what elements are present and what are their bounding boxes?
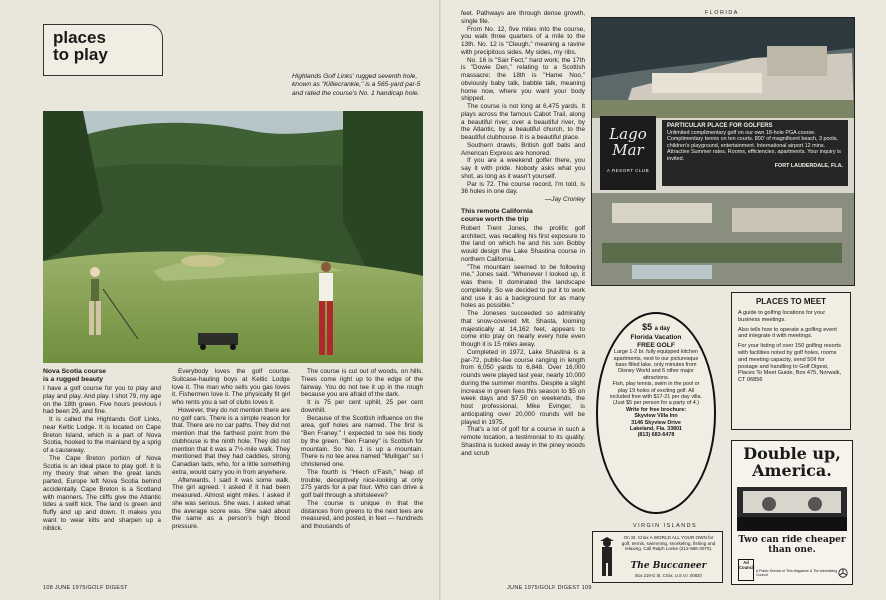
lago-mar-title: PARTICULAR PLACE FOR GOLFERS [667,123,773,129]
paragraph: However, they do not mention there are no golf cars. There is a simple reason for that. There are no car paths. They did not mention that the farthest point from the clubhouse is the ninth hole. They did not mention that it was a 7½-mile walk. They mentioned that they had caddies, strong Canadian lads, who, for a little something extra, would carry you in from anywhere. [172,406,290,476]
places-to-meet-p3: For your listing of over 150 golfing resorts with facilities noted by golf holes, rooms and meeting capacity, send 50¢ for postage and handling to Golf Digest, Places To Meet Guide, Box 475, Norwalk, CT 06856 [738,343,842,384]
mercedes-star-icon [838,568,848,578]
ad-council-footer: A Public Service of This Magazine & The Advertising Council [756,569,838,578]
paragraph: No. 16 is "Sair Fect," hard work; the 17th is "Dowie Den," relating to a Scottish massacre; the 18th is "Hame Noo," obviously baby talk, babble talk, meaning home now, where you want your body shipped. [461,56,585,103]
tagline-line-2: than one. [768,545,816,555]
section-title-line-1: Nova Scotia course [43,368,107,375]
paragraph: The fourth is "Hiech o'Fash," heap of trouble, deceptively nice-looking at only 275 yards for a par four. Who can drive a golf ball through a shirtsleeve? [301,468,423,499]
section-title-line-2: course worth the trip [461,215,529,223]
skyview-price-line [608,322,704,334]
paragraph: The Joneses succeeded so admirably that snow-covered Mt. Shasta, looming majestically at 14,162 feet, appears to come into play on nearly every hole even though it is 15 miles away. [461,310,585,348]
paragraph: If you are a weekend golfer there, you say it with pride. Nobody asks what you shot, as long as it wasn't yourself. [461,157,585,180]
paragraph: feet. Pathways are through dense growth, single file. [461,10,585,25]
skyview-body: Large 1-2 br. fully equipped kitchen apartments, next to our picturesque bass filled lake, only minutes from Disney World and 6 other major attractions. [613,349,699,381]
left-column-2 [172,368,290,531]
headline-line-1: Double up, [743,444,841,463]
paragraph: Par is 72. The course record, I'm told, is 36 holes in one day. [461,180,585,196]
car-photo [737,487,847,531]
virgin-islands-tag: VIRGIN ISLANDS [633,523,698,529]
lago-mar-location: FORT LAUDERDALE, FLA. [774,162,843,169]
heading-line-1: places [53,28,106,47]
skyview-oval [596,312,716,514]
right-page [443,0,886,600]
heading-line-2: to play [53,45,108,64]
left-page [0,0,441,600]
golf-cart [198,333,238,345]
skyview-address-1: 3146 Skyview Drive [631,419,681,426]
right-folio: JUNE 1975/GOLF DIGEST 109 [507,585,592,591]
paragraph: The course is unique in that the distances from greens to the next tees are measured, and posted, in feet — hundreds and thousands of [301,499,423,530]
paragraph: The course is not long at 6,475 yards. It plays across the famous Cabot Trail, along a beautiful river, over a beautiful river, by the Atlantic, by a beautiful church, to the beautiful clubhouse. It is a beautiful place. [461,103,585,141]
ad-council-logo: Ad Council [738,559,754,581]
lago-mar-copy [662,120,848,186]
lago-mar-logo [600,116,656,190]
paragraph: Afterwards, I said it was some walk. The girl agreed. I asked if it had been measured. Almost eight miles. I asked if she was serious. She was. I asked what the average score was. She said about the same as a person's high blood pressure. [172,476,290,530]
skyview-price: $5 [642,322,653,332]
paragraph: It is 75 per cent uphill, 25 per cent downhill. [301,399,423,414]
left-folio: 108 JUNE 1975/GOLF DIGEST [43,585,128,591]
paragraph: It is called the Highlands Golf Links, near Keltic Lodge. It is located on Cape Breton Island, which is a part of Nova Scotia, hooked to the mainland by a sprig of a causeway. [43,416,161,454]
logo-sub: A RESORT CLUB [606,168,650,173]
paragraph: Because of the Scottish influence on the area, golf holes are named. The first is "Ben Franey." I expected to see his body by the green. "Ben Franey" is Scottish for mountain. So No. 1 is up a mountain. There is no tee area named "Mulligan" so I christened one. [301,414,423,468]
pirate-icon [597,536,617,578]
paragraph: I have a golf course for you to play and play and play. And play. I shot 79, my age on the 18th green. Five hours previous I had been 29, and fine. [43,385,161,416]
skyview-title-1: Florida Vacation [630,334,682,341]
places-to-meet-p1: A guide to golfing locations for your business meetings. [738,310,826,323]
resort-aerial-photo [592,18,854,118]
section-title-line-2: is a rugged beauty [43,376,104,383]
left-column-3 [301,368,423,531]
skyview-price-suffix: a day [654,326,670,332]
skyview-title-2: FREE GOLF [637,341,675,349]
paragraph: "The mountain seemed to be following me," Jones said. "Whenever I looked up, it was there. It dominated the landscape completely. So we decided to put it to work and use it as a background for as many holes as possible." [461,263,585,310]
places-to-meet-p2: Also tells how to operate a golfing event and integrate it with meetings. [738,326,837,340]
golf-course-photo [43,111,423,363]
double-up-ad [731,440,853,585]
skyview-address-2: Lakeland, Fla. 33801 [629,426,683,433]
right-column-text-top [461,10,585,457]
headline-line-2: America. [752,461,832,480]
paragraph: The Cape Breton portion of Nova Scotia is an ideal place to play golf. It is my theory that when the great lands parted, Europe left Nova Scotia behind accidentally. Cape Breton is a Scotland with manners. The cliffs give the Atlantic tides a swift kick. The land is green and fluffy and up and down. It makes you want to wear kilts and sharpen up a niblick. [43,454,161,532]
buccaneer-name: The Buccaneer [630,561,707,571]
skyview-ad [592,288,721,538]
left-column-1 [43,368,161,532]
skyview-body-2: Fish, play tennis, swim in the pool or play 19 holes of exciting golf. All included free with $17-21 per day villa. (Just $5 per person for a party of 4.) [610,381,702,407]
places-to-meet-ad [731,292,851,430]
logo-line-2: Mar [612,141,644,159]
places-to-meet-title: PLACES TO MEET [755,297,827,306]
double-up-headline [732,445,852,479]
buccaneer-ad [592,531,723,583]
places-to-play-heading-box [43,24,163,76]
resort-grounds-photo [592,193,854,285]
section-title-nova-scotia [43,368,161,384]
logo-line-1: Lago [609,125,647,143]
florida-tag: FLORIDA [705,10,739,16]
paragraph: Robert Trent Jones, the prolific golf architect, was recalling his first exposure to the land on which he and his son Bobby would design the Lake Shastina course in northern California. [461,224,585,263]
paragraph: Southern drawls, British golf balls and American Express are honored. [461,141,585,157]
byline: —Jay Cronley [544,196,585,203]
paragraph: That's a lot of golf for a course in such a remote location, a testimonial to its quality. Shastina is tucked away in the piney woods and scrub [461,426,585,457]
paragraph: Everybody loves the golf course. Suitcase-hauling boys at Keltic Lodge love it. The man who sells you gas loves it. Fishermen love it. The physically fit girl who rents you a set of clubs loves it. [172,368,290,406]
buccaneer-address: Box 218-G St. Croix, U.S.V.I. 00820 [635,573,702,578]
tagline-line-1: Two can ride cheaper [738,535,846,545]
paragraph: Completed in 1972, Lake Shastina is a par-72, public-fee course ranging in length from 6,050 yards to 6,848. Over 16,000 rounds were played last year, nearly 10,000 during the summer months. Despite a slight increase in green fees this season to $5 on week days and $7.50 on weekends, the host professional, Mike Evinger, is anticipating over 20,000 rounds will be played in 1975. [461,348,585,426]
lago-mar-ad [591,17,855,286]
section-title-california [461,208,585,224]
skyview-name: Skyview Villa Inn [634,413,678,420]
paragraph: From No. 12, five miles into the course, you walk three quarters of a mile to the 13th. No. 12 is "Cleugh," meaning a ravine with precipitous sides. My sides, my ribs. [461,25,585,56]
section-title-line-1: This remote California [461,207,533,215]
lago-mar-body: Unlimited complimentary golf on our own 18-hole PGA course. Complimentary tennis on ten courts. 800' of magnificent beach, 3 pools, children's playground, entertainment. International airport 12 mins. Attractive Summer rates. Rooms, efficiencies, apartments. Your inquiry is invited. [667,129,841,162]
skyview-write: Write for free brochure: [625,406,687,413]
buccaneer-body: On St. Croix A WORLD ALL YOUR OWN for golf, tennis, swimming, snorkeling, fishing and relaxing. Call Ralph Locke (212-586-3070). [621,535,716,552]
skyview-phone: (813) 683-6478 [637,432,675,439]
photo-caption: Highlands Golf Links' rugged seventh hole, known as "Killiecrankie," is a 565-yard par-5 and rated the course's No. 1 handicap hole. [292,73,421,97]
paragraph: The course is cut out of woods, on hills. Trees come right up to the edge of the fairway. You do not tee it up in the rough because you are afraid of the dark. [301,368,423,399]
double-up-tagline [732,535,852,555]
